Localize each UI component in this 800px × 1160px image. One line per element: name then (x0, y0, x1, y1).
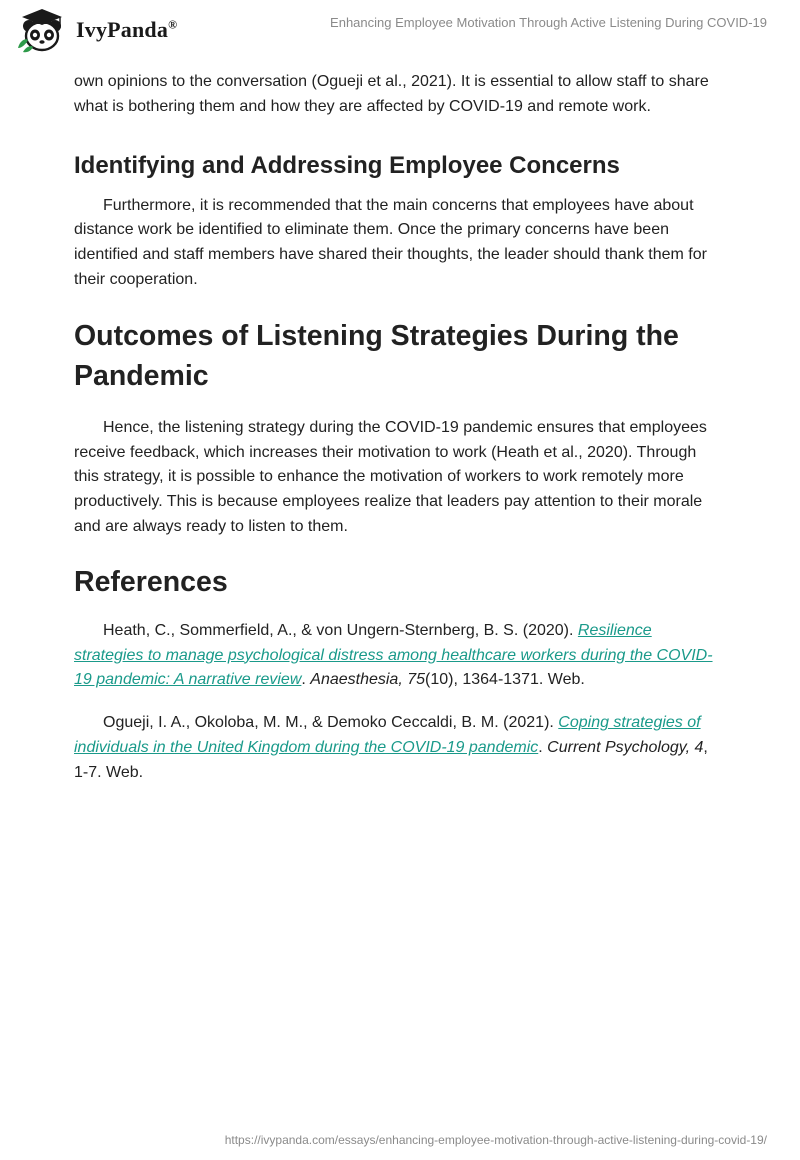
heading-outcomes: Outcomes of Listening Strategies During the Pandemic (74, 319, 679, 392)
article-body (74, 70, 724, 804)
panda-graduate-icon (14, 6, 72, 54)
reference-item (74, 711, 724, 785)
heading-references: References (74, 565, 228, 598)
heading-employee-concerns: Identifying and Addressing Employee Concerns (74, 151, 620, 179)
reference-details: , 1-7. Web. (74, 738, 708, 781)
paragraph-outcomes: Hence, the listening strategy during the COVID-19 pandemic ensures that employees receive feedback, which increases their motivation to work (Heath et al., 2020). Through this strategy, it is possible to enhance the motivation of workers to work remotely more productively. This is because employees realize that leaders pay attention to their morale and are always ready to listen to them. (74, 418, 707, 535)
reference-journal: Anaesthesia, 75 (310, 671, 426, 689)
page-header (0, 0, 800, 62)
logo-text: IvyPanda® (76, 17, 178, 42)
reference-punct: . (538, 738, 548, 756)
paragraph-concerns: Furthermore, it is recommended that the main concerns that employees have about distance work be identified to eliminate them. Once the primary concerns have been identified and staff members have shared their thoughts, the leader should thank them for their cooperation. (74, 196, 707, 288)
ivypanda-logo[interactable] (14, 6, 177, 54)
reference-link[interactable]: Resilience strategies to manage psychological distress among healthcare workers during the COVID-19 pandemic: A narrative review (74, 621, 713, 689)
reference-details: (10), 1364-1371. Web. (425, 671, 585, 689)
reference-authors: Ogueji, I. A., Okoloba, M. M., & Demoko Ceccaldi, B. M. (2021). (103, 714, 559, 732)
reference-authors: Heath, C., Sommerfield, A., & von Ungern-Sternberg, B. S. (2020). (103, 621, 578, 639)
reference-journal: Current Psychology, 4 (547, 738, 704, 756)
footer-url: https://ivypanda.com/essays/enhancing-employee-motivation-through-active-listening-during-covid-19/ (224, 1133, 767, 1147)
reference-punct: . (301, 671, 311, 689)
paragraph-intro: own opinions to the conversation (Ogueji et al., 2021). It is essential to allow staff to share what is bothering them and how they are affected by COVID-19 and remote work. (74, 73, 709, 115)
reference-item (74, 619, 724, 693)
document-title: Enhancing Employee Motivation Through Active Listening During COVID-19 (330, 15, 767, 30)
reference-link[interactable]: Coping strategies of individuals in the United Kingdom during the COVID-19 pandemic (74, 714, 701, 756)
